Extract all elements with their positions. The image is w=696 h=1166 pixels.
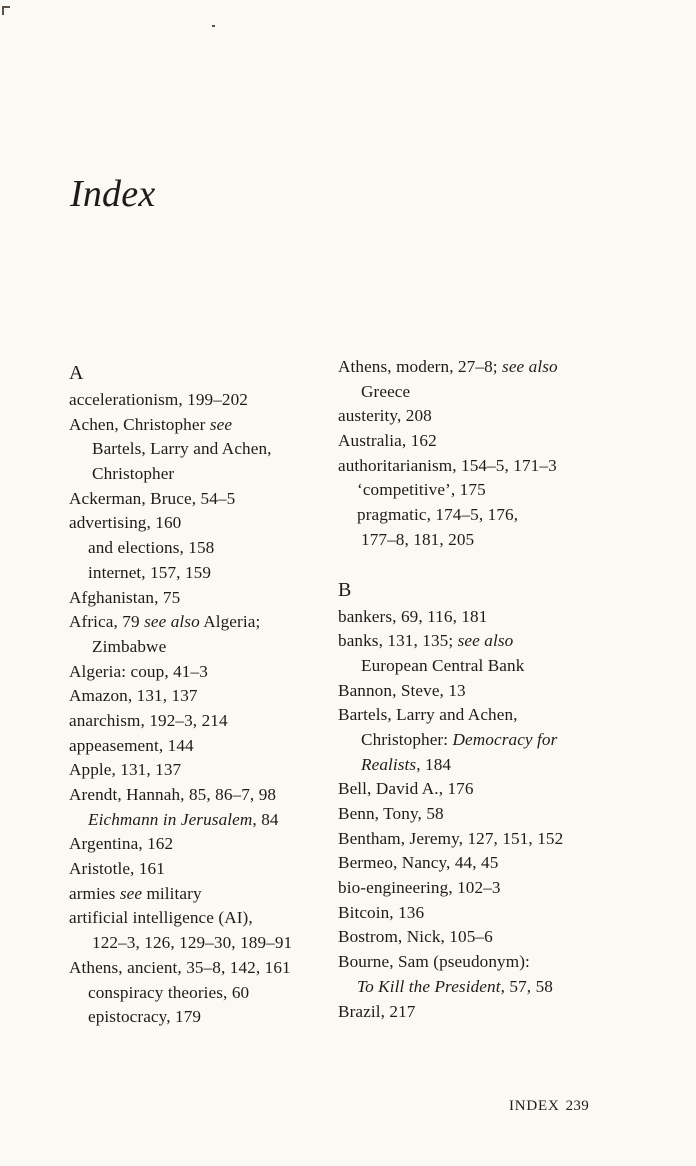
index-entry-line	[338, 753, 628, 778]
index-entry-line	[69, 857, 359, 882]
index-entry-line	[338, 478, 628, 503]
index-entry-line	[69, 956, 359, 981]
index-entry-line	[69, 931, 359, 956]
index-entry-line	[338, 629, 628, 654]
entry-text: advertising, 160	[69, 513, 182, 533]
index-entry-line	[69, 660, 359, 685]
entry-text: Athens, modern, 27–8;	[338, 357, 503, 376]
index-entry-line	[338, 777, 628, 802]
entry-text: Bentham, Jeremy, 127, 151, 152	[338, 828, 564, 848]
entry-text: Bell, David A., 176	[338, 779, 474, 799]
index-entry-line	[69, 684, 359, 709]
entry-text: Ackerman, Bruce, 54–5	[69, 488, 236, 508]
entry-text: Brazil, 217	[338, 1001, 416, 1021]
italic-text: Eichmann in Jerusalem	[88, 809, 253, 829]
entry-text: European Central Bank	[361, 655, 525, 675]
entry-text: Arendt, Hannah, 85, 86–7, 98	[69, 785, 277, 804]
entry-text: Christopher:	[361, 729, 453, 749]
index-entry-line	[338, 429, 628, 454]
index-entry-line	[338, 802, 628, 827]
index-entry-line	[338, 703, 628, 728]
index-entry-line	[338, 827, 628, 852]
index-entry-line	[69, 758, 359, 783]
scan-speck	[2, 6, 4, 15]
index-entry-line	[338, 355, 628, 380]
entry-text: , 57, 58	[500, 976, 553, 996]
section-heading-b: B	[338, 578, 352, 601]
entry-text: pragmatic, 174–5, 176,	[357, 505, 519, 525]
entry-text: and elections, 158	[88, 538, 215, 558]
entry-text: armies	[69, 883, 120, 903]
running-footer	[509, 1098, 589, 1115]
entry-text: Algeria: coup, 41–3	[69, 661, 208, 681]
entry-text: Bitcoin, 136	[338, 902, 425, 922]
index-entry-line	[338, 851, 628, 876]
index-entry-line	[69, 561, 359, 586]
footer-label: INDEX	[508, 1098, 560, 1114]
entry-text: Benn, Tony, 58	[338, 804, 444, 823]
entry-text: Aristotle, 161	[69, 859, 165, 879]
italic-text: Realists	[361, 754, 417, 774]
entry-text: anarchism, 192–3, 214	[69, 710, 228, 730]
index-entry-line	[338, 654, 628, 679]
italic-text: see also	[144, 612, 200, 632]
entry-text: Australia, 162	[338, 431, 437, 451]
entry-text: Amazon, 131, 137	[69, 686, 198, 706]
index-entry-line	[69, 437, 359, 462]
index-entry-line	[69, 882, 359, 907]
entry-text: Argentina, 162	[69, 834, 174, 854]
italic-text: see	[119, 883, 143, 903]
index-entry-line	[338, 679, 628, 704]
entry-text: bankers, 69, 116, 181	[338, 606, 488, 626]
index-entry-line	[338, 901, 628, 926]
entry-text: ‘competitive’, 175	[357, 480, 486, 500]
page-title: Index	[70, 173, 156, 215]
entry-text: internet, 157, 159	[88, 562, 212, 582]
entry-text: Bannon, Steve, 13	[338, 680, 466, 700]
entry-text: appeasement, 144	[69, 735, 194, 755]
index-entry-line	[338, 1000, 628, 1025]
italic-text: see	[209, 414, 233, 434]
entry-text: Christopher	[92, 464, 175, 484]
index-entry-line	[338, 404, 628, 429]
index-entry-line	[69, 413, 359, 438]
entry-text: , 84	[252, 809, 279, 829]
entry-text: bio-engineering, 102–3	[338, 878, 501, 898]
entry-text: Bourne, Sam (pseudonym):	[338, 952, 530, 972]
entry-text: authoritarianism, 154–5, 171–3	[338, 455, 557, 475]
index-entry-line	[69, 536, 359, 561]
index-entry-line	[69, 487, 359, 512]
index-entry-line	[69, 635, 359, 660]
entry-text: Bartels, Larry and Achen,	[92, 439, 272, 459]
index-entry-line	[69, 906, 359, 931]
index-entry-line	[69, 462, 359, 487]
index-entry-line	[69, 832, 359, 857]
page-number: 239	[565, 1098, 589, 1114]
italic-text: Democracy for	[452, 729, 558, 749]
entry-text: epistocracy, 179	[88, 1007, 202, 1027]
entry-text: Africa, 79	[69, 612, 145, 632]
index-entry-line	[69, 808, 359, 833]
italic-text: To Kill the President	[357, 976, 501, 996]
entry-text: banks, 131, 135;	[338, 631, 458, 651]
entry-text: Bermeo, Nancy, 44, 45	[338, 853, 499, 873]
entry-text: accelerationism, 199–202	[69, 390, 248, 409]
index-entry-line	[338, 380, 628, 405]
entry-text: Zimbabwe	[92, 636, 167, 656]
entry-text: Athens, ancient, 35–8, 142, 161	[69, 957, 291, 977]
entry-text: Afghanistan, 75	[69, 587, 181, 607]
entry-text: artificial intelligence (AI),	[69, 908, 253, 928]
index-entry-line	[69, 783, 359, 808]
entry-text: 177–8, 181, 205	[361, 529, 475, 549]
index-entry-line	[69, 709, 359, 734]
entries-a-continued	[338, 355, 628, 553]
entries-a	[69, 388, 359, 1030]
italic-text: see also	[457, 631, 514, 651]
entry-text: Achen, Christopher	[69, 414, 210, 434]
italic-text: see also	[502, 357, 558, 376]
index-entry-line	[69, 388, 359, 413]
entries-b	[338, 605, 628, 1025]
section-heading-a: A	[69, 362, 84, 384]
entry-text: 122–3, 126, 129–30, 189–91	[92, 933, 293, 953]
index-entry-line	[338, 605, 628, 630]
scan-speck	[212, 25, 215, 27]
entry-text: Bostrom, Nick, 105–6	[338, 927, 493, 947]
entry-text: , 184	[416, 754, 452, 774]
index-column-left	[69, 355, 359, 1030]
entry-text: Greece	[361, 381, 411, 401]
entry-text: austerity, 208	[338, 406, 432, 426]
entry-text: Algeria;	[199, 612, 261, 632]
index-entry-line	[69, 610, 359, 635]
index-entry-line	[338, 728, 628, 753]
index-entry-line	[338, 503, 628, 528]
entry-text: Bartels, Larry and Achen,	[338, 705, 518, 725]
index-entry-line	[338, 876, 628, 901]
index-entry-line	[338, 925, 628, 950]
index-entry-line	[69, 734, 359, 759]
index-entry-line	[338, 975, 628, 1000]
section-gap	[338, 553, 628, 572]
index-entry-line	[69, 511, 359, 536]
index-entry-line	[69, 586, 359, 611]
entry-text: Apple, 131, 137	[69, 760, 182, 780]
index-entry-line	[338, 454, 628, 479]
index-entry-line	[69, 1005, 359, 1030]
index-column-right	[338, 355, 628, 1024]
index-entry-line	[338, 528, 628, 553]
entry-text: military	[142, 883, 202, 903]
index-entry-line	[338, 950, 628, 975]
entry-text: conspiracy theories, 60	[88, 982, 250, 1002]
index-entry-line	[69, 981, 359, 1006]
